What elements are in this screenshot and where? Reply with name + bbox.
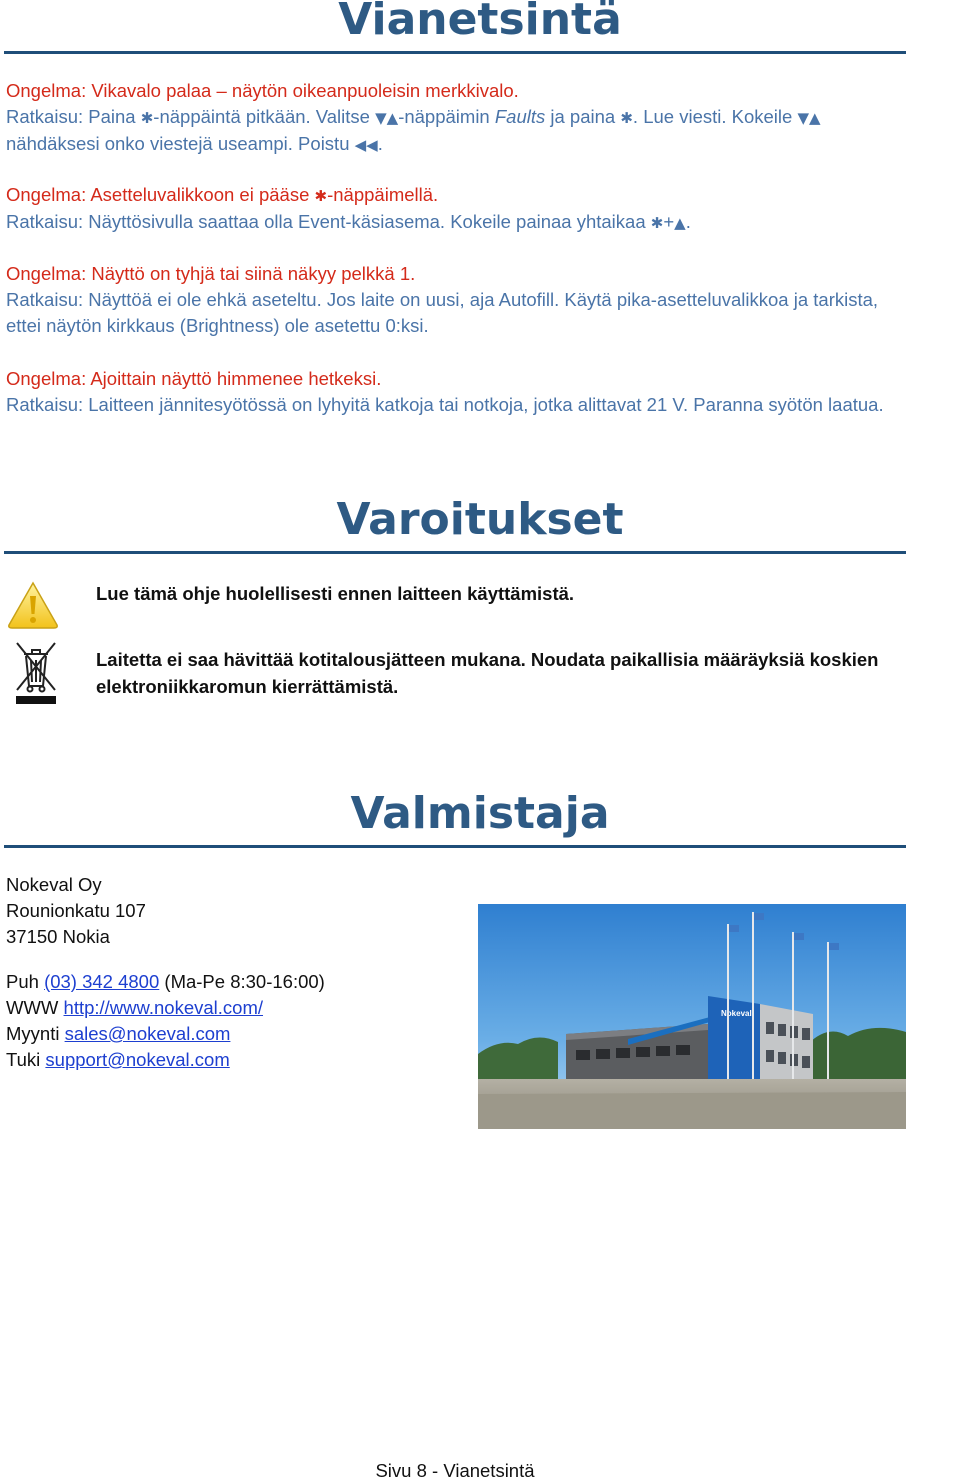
company-name: Nokeval Oy — [6, 874, 102, 895]
support-row: Tuki support@nokeval.com — [6, 1049, 230, 1070]
building-sign-text: Nokeval — [721, 1009, 752, 1018]
problem-text: Ongelma: Ajoittain näyttö himmenee hetkeksi. — [6, 368, 382, 389]
up-down-keys-icon: ▼▲ — [797, 109, 821, 127]
warnings-heading: Varoitukset — [336, 494, 624, 545]
company-building-photo — [478, 904, 906, 1129]
warning-triangle-icon — [6, 580, 60, 630]
company-city: 37150 Nokia — [6, 926, 110, 947]
problem-text: Ongelma: Näyttö on tyhjä tai siinä näkyy pelkkä 1. — [6, 263, 416, 284]
troubleshooting-heading: Vianetsintä — [338, 0, 622, 45]
warning-text: Lue tämä ohje huolellisesti ennen laitteen käyttämistä. — [96, 583, 575, 604]
solution-text: Ratkaisu: Näyttöä ei ole ehkä aseteltu. Jos laite on uusi, aja Autofill. Käytä pika-asetteluvalikkoa ja tarkista, ettei näytön kirkkaus (Brightness) ole asetettu 0:ksi. — [6, 289, 879, 336]
problem-text: Ongelma: Asetteluvalikkoon ei pääse ✱-näppäimellä. — [6, 184, 439, 205]
sales-email-link[interactable]: sales@nokeval.com — [64, 1023, 231, 1044]
support-email-link[interactable]: support@nokeval.com — [45, 1049, 230, 1070]
solution-text: Ratkaisu: Paina ✱-näppäintä pitkään. Valitse ▼▲-näppäimin Faults ja paina ✱. Lue viesti. Kokeile ▼▲ nähdäksesi onko viestejä useampi. Poistu ◀◀. — [6, 106, 821, 154]
www-row: WWW http://www.nokeval.com/ — [6, 997, 264, 1018]
problem-block-3 — [6, 261, 906, 339]
company-contacts — [6, 969, 325, 1073]
warning-text: Laitetta ei saa hävittää kotitalousjätteen mukana. Noudata paikallisia määräyksiä koskien elektroniikkaromun kierrättämistä. — [96, 649, 879, 697]
solution-text: Ratkaisu: Laitteen jännitesyötössä on lyhyitä katkoja tai notkoja, jotka alittavat 21 V. Paranna syötön laatua. — [6, 394, 884, 415]
problem-block-4 — [6, 366, 906, 418]
website-link[interactable]: http://www.nokeval.com/ — [63, 997, 264, 1018]
star-key-icon: ✱ — [140, 109, 154, 127]
weee-crossed-bin-icon — [14, 640, 58, 706]
heading-rule — [4, 51, 906, 54]
star-key-icon: ✱ — [314, 187, 328, 205]
problem-block-2 — [6, 182, 906, 236]
sales-row: Myynti sales@nokeval.com — [6, 1023, 231, 1044]
heading-rule — [4, 551, 906, 554]
company-street: Rounionkatu 107 — [6, 900, 146, 921]
problem-block-1 — [6, 78, 906, 158]
star-key-icon: ✱ — [620, 109, 633, 127]
problem-text: Ongelma: Vikavalo palaa – näytön oikeanpuoleisin merkkivalo. — [6, 80, 519, 101]
star-key-icon: ✱ — [650, 214, 664, 232]
heading-rule — [4, 845, 906, 848]
up-key-icon: ▲ — [674, 214, 686, 232]
up-down-keys-icon: ▼▲ — [375, 109, 399, 127]
phone-row: Puh (03) 342 4800 (Ma-Pe 8:30-16:00) — [6, 971, 325, 992]
phone-link[interactable]: (03) 342 4800 — [44, 971, 160, 992]
company-address — [6, 872, 146, 950]
back-keys-icon: ◀◀ — [354, 136, 378, 154]
manufacturer-heading: Valmistaja — [350, 788, 610, 839]
page-footer: Sivu 8 - Vianetsintä — [375, 1460, 535, 1481]
solution-text: Ratkaisu: Näyttösivulla saattaa olla Event-käsiasema. Kokeile painaa yhtaikaa ✱+▲. — [6, 211, 691, 232]
